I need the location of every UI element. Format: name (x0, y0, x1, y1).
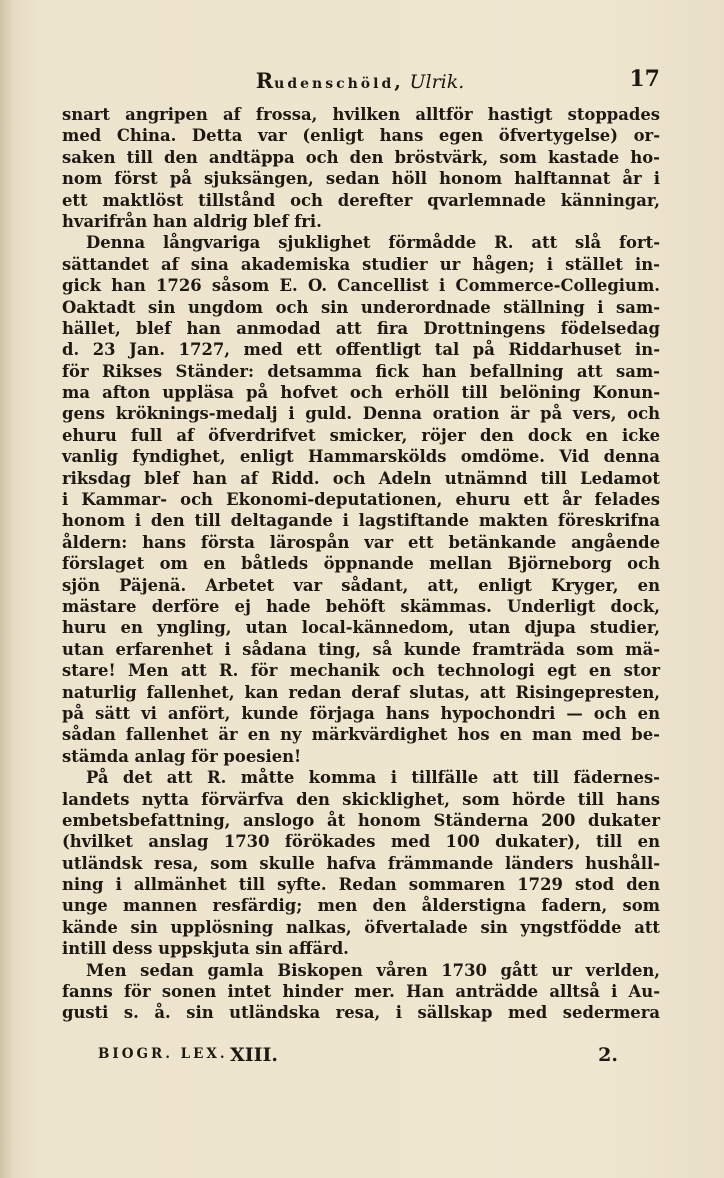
footer-volume: XIII. (230, 1044, 279, 1066)
text-line: unge mannen resfärdig; men den ålderstigna fadern, som (62, 896, 660, 916)
running-head-rest: udenschöld (274, 76, 395, 92)
text-line: d. 23 Jan. 1727, med ett offentligt tal på Riddarhuset in- (62, 340, 660, 360)
text-line: i Kammar- och Ekonomi-deputationen, ehuru ett år felades (62, 490, 660, 510)
page-number: 17 (629, 66, 660, 92)
text-line: kände sin upplösning nalkas, öfvertalade sin yngstfödde att (62, 917, 660, 937)
text-line: hvarifrån han aldrig blef fri. (62, 211, 322, 231)
text-line: stare! Men att R. för mechanik och technologi egt en stor (62, 661, 660, 681)
running-head-cap: R (255, 68, 275, 93)
text-line: sådan fallenhet är en ny märkvärdighet hos en man med be- (62, 725, 660, 745)
text-line: (hvilket anslag 1730 förökades med 100 dukater), till en (62, 832, 660, 852)
text-line: utan erfarenhet i sådana ting, så kunde framträda som mä- (62, 639, 660, 659)
text-line: ning i allmänhet till syfte. Redan sommaren 1729 stod den (62, 875, 660, 895)
running-head-separator: , (394, 71, 410, 93)
text-line: honom i den till deltagande i lagstiftande makten föreskrifna (62, 511, 660, 531)
paragraph-start: På det att R. måtte komma i tillfälle att till fädernes- (86, 768, 660, 788)
text-line: intill dess uppskjuta sin affärd. (62, 939, 349, 959)
running-head-name: Ulrik. (409, 71, 465, 93)
text-line: embetsbefattning, anslogo åt honom Ständerna 200 dukater (62, 810, 660, 830)
text-line: gens kröknings-medalj i guld. Denna oration är på vers, och (62, 404, 660, 424)
text-line: vanlig fyndighet, enligt Hammarskölds omdöme. Vid denna (62, 447, 660, 467)
text-line: ma afton uppläsa på hofvet och erhöll till belöning Konun- (62, 383, 660, 403)
paragraph-start: Denna långvariga sjuklighet förmådde R. att slå fort- (86, 233, 660, 253)
footer-sheet-mark: 2. (598, 1044, 618, 1066)
text-line: stämda anlag för poesien! (62, 746, 302, 766)
text-line: mästare derföre ej hade behöft skämmas. Underligt dock, (62, 596, 660, 616)
text-line: åldern: hans första lärospån var ett betänkande angående (62, 532, 660, 552)
body-text (62, 104, 660, 1024)
text-line: ehuru full af öfverdrifvet smicker, röjer den dock en icke (62, 425, 660, 445)
page-header (60, 64, 660, 94)
text-line: saken till den andtäppa och den bröstvärk, som kastade ho- (62, 147, 660, 167)
text-line: riksdag blef han af Ridd. och Adeln utnämnd till Ledamot (62, 468, 660, 488)
text-line: utländsk resa, som skulle hafva främmande länders hushåll- (62, 853, 660, 873)
text-line: naturlig fallenhet, kan redan deraf slutas, att Risingepresten, (62, 682, 660, 702)
text-line: gusti s. å. sin utländska resa, i sällskap med sedermera (62, 1003, 660, 1023)
text-line: förslaget om en båtleds öppnande mellan Björneborg och (62, 554, 660, 574)
text-line: sättandet af sina akademiska studier ur hågen; i stället in- (62, 254, 660, 274)
text-line: ett maktlöst tillstånd och derefter qvarlemnade känningar, (62, 190, 660, 210)
running-head (60, 68, 660, 93)
text-line: med China. Detta var (enligt hans egen öfvertygelse) or- (62, 126, 660, 146)
text-line: gick han 1726 såsom E. O. Cancellist i Commerce-Collegium. (62, 276, 660, 296)
text-line: på sätt vi anfört, kunde förjaga hans hypochondri — och en (62, 703, 660, 723)
paragraph-start: Men sedan gamla Biskopen våren 1730 gått ur verlden, (86, 960, 660, 980)
text-line: snart angripen af frossa, hvilken alltför hastigt stoppades (62, 105, 660, 124)
text-line: landets nytta förvärfva den skicklighet, som hörde till hans (62, 789, 660, 809)
text-line: sjön Päjenä. Arbetet var sådant, att, enligt Kryger, en (62, 575, 660, 595)
text-line: nom först på sjuksängen, sedan höll honom halftannat år i (62, 169, 660, 189)
text-line: hället, blef han anmodad att fira Drottningens födelsedag (62, 318, 660, 338)
text-line: fanns för sonen intet hinder mer. Han anträdde alltså i Au- (62, 982, 660, 1002)
text-line: huru en yngling, utan local-kännedom, utan djupa studier, (62, 618, 660, 638)
footer-signature: BIOGR. LEX. (98, 1046, 228, 1062)
text-line: Oaktadt sin ungdom och sin underordnade ställning i sam- (62, 297, 660, 317)
page-footer (98, 1044, 618, 1070)
text-line: för Rikses Ständer: detsamma fick han befallning att sam- (62, 361, 660, 381)
